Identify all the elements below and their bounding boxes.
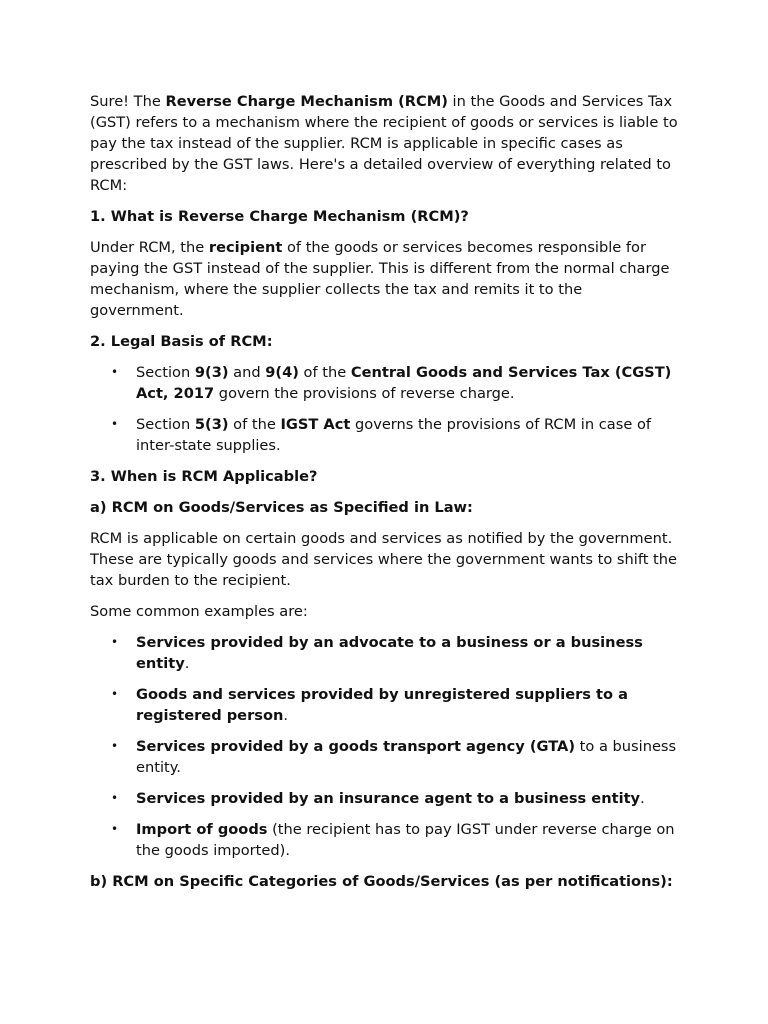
bullet-icon: • <box>111 417 119 431</box>
section-2-heading: 2. Legal Basis of RCM: <box>90 333 273 350</box>
bold-text: Goods and services provided by unregistered suppliers to a registered person <box>136 686 628 724</box>
list-item <box>90 788 680 809</box>
text: and <box>228 364 266 381</box>
text: . <box>640 790 645 807</box>
section-3a-heading: a) RCM on Goods/Services as Specified in Law: <box>90 499 473 516</box>
section-1-paragraph <box>90 237 680 321</box>
s1-text-2: of the goods or services becomes responsible for paying the GST instead of the supplier. This is different from the normal charge mechanism, where the supplier collects the tax and remits it to the government. <box>90 239 670 319</box>
intro-text-1: Sure! The <box>90 93 166 110</box>
section-3a-paragraph: RCM is applicable on certain goods and services as notified by the government. These are typically goods and services where the government wants to shift the tax burden to the recipient. <box>90 530 678 589</box>
text: Section <box>136 416 195 433</box>
list-item <box>90 414 680 456</box>
text: . <box>283 707 289 724</box>
list-item <box>90 684 680 726</box>
intro-paragraph <box>90 91 680 196</box>
bullet-icon: • <box>111 365 119 379</box>
bold-text: Central Goods and Services Tax (CGST) Act, 2017 <box>136 364 672 402</box>
text: of the <box>298 364 351 381</box>
section-3-heading: 3. When is RCM Applicable? <box>90 468 318 485</box>
text: governs the provisions of RCM in case of inter-state supplies. <box>136 416 652 454</box>
list-item <box>90 819 680 861</box>
legal-basis-list <box>90 362 680 456</box>
examples-list <box>90 632 680 861</box>
s1-bold-recipient: recipient <box>208 239 283 256</box>
text: of the <box>228 416 281 433</box>
text: Section <box>136 364 195 381</box>
bold-text: 9(4) <box>265 364 299 381</box>
text: . <box>184 655 190 672</box>
intro-bold-rcm: Reverse Charge Mechanism (RCM) <box>165 93 448 110</box>
text: to a business entity. <box>136 738 677 776</box>
list-item <box>90 362 680 404</box>
bold-text: Services provided by an insurance agent to a business entity <box>136 790 641 807</box>
document-page <box>90 91 680 902</box>
text: (the recipient has to pay IGST under reverse charge on the goods imported). <box>136 821 675 859</box>
bullet-icon: • <box>111 687 119 701</box>
bold-text: Services provided by a goods transport agency (GTA) <box>136 738 576 755</box>
bold-text: IGST Act <box>280 416 351 433</box>
s1-text-1: Under RCM, the <box>90 239 209 256</box>
section-1-heading: 1. What is Reverse Charge Mechanism (RCM)? <box>90 208 469 225</box>
section-3b-heading: b) RCM on Specific Categories of Goods/Services (as per notifications): <box>90 873 673 890</box>
bullet-icon: • <box>111 791 119 805</box>
examples-intro: Some common examples are: <box>90 603 308 620</box>
intro-text-2: in the Goods and Services Tax (GST) refers to a mechanism where the recipient of goods or services is liable to pay the tax instead of the supplier. RCM is applicable in specific cases as prescribed by the GST laws. Here's a detailed overview of everything related to RCM: <box>90 93 678 194</box>
text: govern the provisions of reverse charge. <box>214 385 515 402</box>
bullet-icon: • <box>111 739 119 753</box>
bold-text: 5(3) <box>194 416 229 433</box>
bold-text: Services provided by an advocate to a business or a business entity <box>136 634 643 672</box>
bullet-icon: • <box>111 822 119 836</box>
bold-text: 9(3) <box>194 364 229 381</box>
bullet-icon: • <box>111 635 119 649</box>
list-item <box>90 632 680 674</box>
bold-text: Import of goods <box>136 821 268 838</box>
list-item <box>90 736 680 778</box>
